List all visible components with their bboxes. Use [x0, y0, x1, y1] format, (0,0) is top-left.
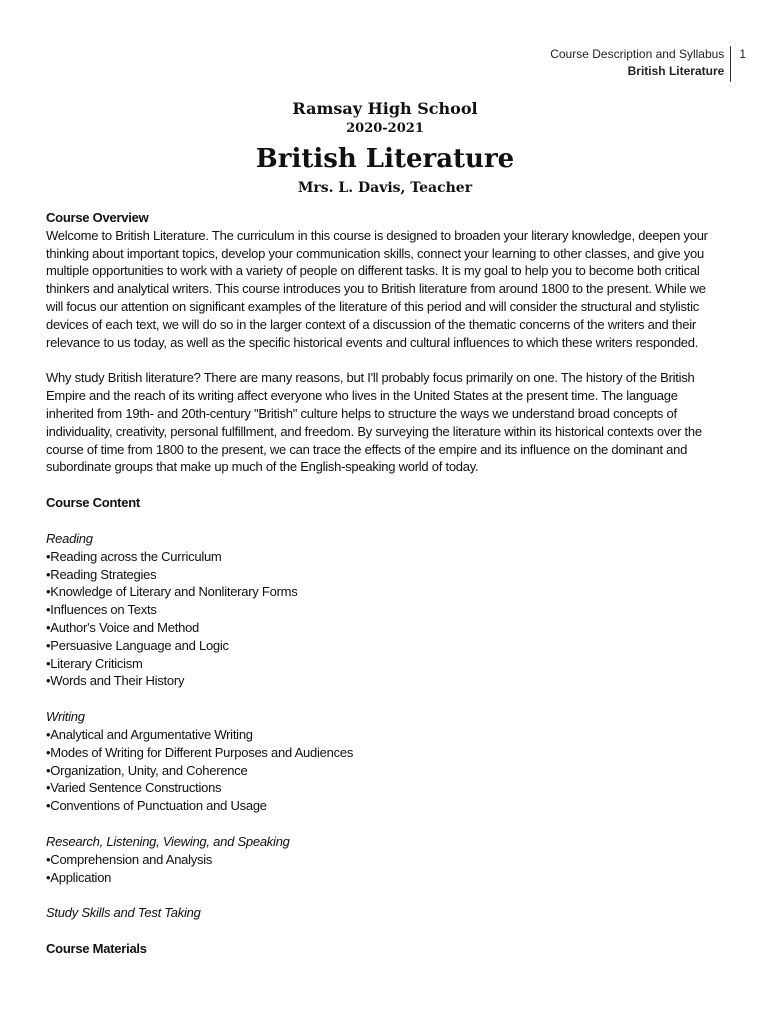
overview-paragraph-1: Welcome to British Literature. The curriculum in this course is designed to broaden your literary knowledge, deepen your thinking about important topics, develop your communication skills, connect your learning to other classes, and give you multiple opportunities to work with a variety of people on different tasks. It is my goal to help you to become both critical thinkers and analytical writers. This course introduces you to British literature from around 1800 to the present. While we will focus our attention on significant examples of the literature of this period and will consider the structural and stylistic devices of each text, we will do so in the larger context of a discussion of the thematic concerns of the writers and their relevance to us today, as well as the specific historical events and cultural influences to which these writers responded.	[46, 227, 708, 350]
list-item: •Organization, Unity, and Coherence	[46, 762, 248, 778]
research-list	[46, 851, 716, 887]
list-item: •Application	[46, 869, 112, 885]
page-number: 1	[739, 47, 746, 61]
writing-subheading: Writing	[46, 709, 85, 725]
list-item: •Reading Strategies	[46, 566, 157, 582]
header-doc-title: Course Description and Syllabus	[550, 47, 725, 61]
document-body	[46, 209, 716, 958]
list-item: •Varied Sentence Constructions	[46, 780, 222, 796]
course-title: British Literature	[255, 144, 515, 174]
writing-list	[46, 726, 716, 815]
list-item: •Modes of Writing for Different Purposes and Audiences	[46, 744, 354, 760]
page-header	[550, 46, 746, 82]
list-item: •Comprehension and Analysis	[46, 851, 213, 867]
teacher-name: Mrs. L. Davis, Teacher	[297, 180, 473, 196]
header-course-name: British Literature	[627, 64, 725, 78]
school-name: Ramsay High School	[292, 99, 478, 118]
list-item: •Knowledge of Literary and Nonliterary Forms	[46, 584, 298, 600]
list-item: •Reading across the Curriculum	[46, 548, 222, 564]
school-year: 2020-2021	[346, 121, 424, 136]
list-item: •Conventions of Punctuation and Usage	[46, 798, 267, 814]
list-item: •Words and Their History	[46, 673, 185, 689]
header-text	[550, 46, 730, 80]
reading-list	[46, 548, 716, 690]
list-item: •Persuasive Language and Logic	[46, 637, 229, 653]
course-content-heading: Course Content	[46, 495, 140, 511]
study-skills-subheading: Study Skills and Test Taking	[46, 905, 201, 921]
reading-subheading: Reading	[46, 530, 93, 546]
list-item: •Author's Voice and Method	[46, 619, 200, 635]
course-materials-heading: Course Materials	[46, 941, 147, 957]
course-overview-heading: Course Overview	[46, 210, 149, 225]
list-item: •Analytical and Argumentative Writing	[46, 726, 253, 742]
research-subheading: Research, Listening, Viewing, and Speaking	[46, 833, 290, 849]
title-block	[0, 98, 770, 198]
list-item: •Literary Criticism	[46, 655, 143, 671]
list-item: •Influences on Texts	[46, 602, 157, 618]
overview-paragraph-2: Why study British literature? There are many reasons, but I'll probably focus primarily on one. The history of the British Empire and the reach of its writing affect everyone who lives in the United States at the present time. The language inherited from 19th- and 20th-century "British" culture helps to structure the ways we understand broad concepts of individuality, creativity, personal fulfillment, and freedom. By surveying the literature within its historical contexts over the course of time from 1800 to the present, we can trace the effects of the empire and its influence on the dominant and subordinate groups that make up much of the English-speaking world of today.	[46, 370, 702, 475]
